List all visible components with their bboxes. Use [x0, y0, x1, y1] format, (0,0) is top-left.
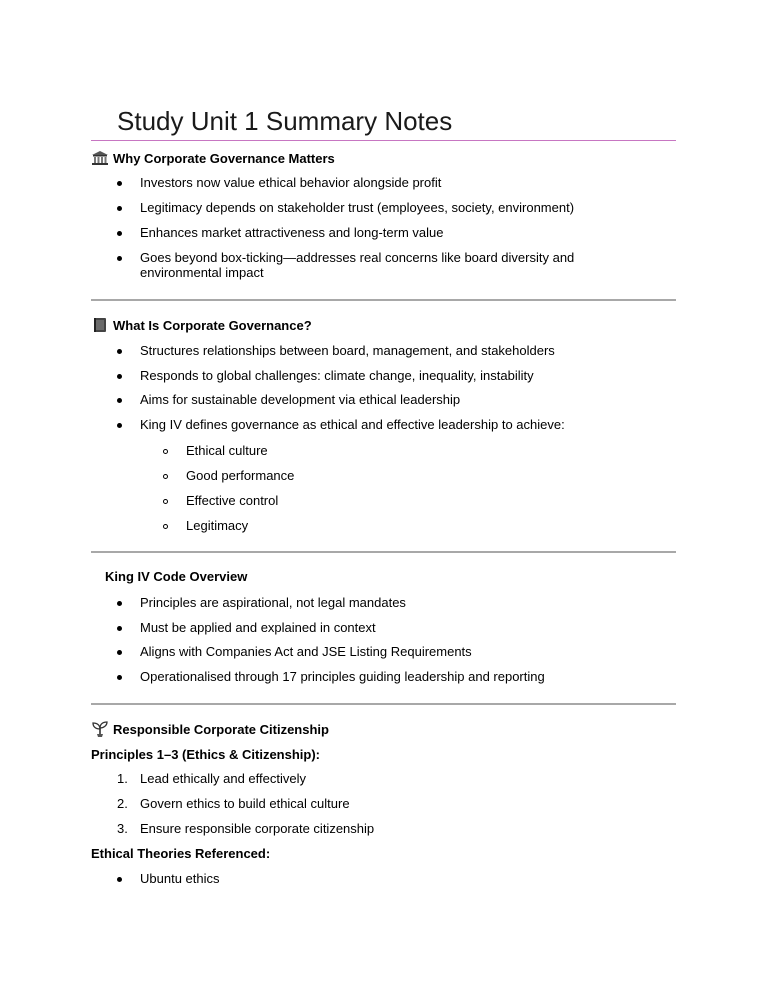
- list-item: Goes beyond box-ticking—addresses real concerns like board diversity and: [140, 250, 575, 265]
- list-item: Must be applied and explained in context: [140, 620, 376, 635]
- sub-list-item: Good performance: [186, 468, 295, 483]
- list-item: Operationalised through 17 principles guiding leadership and reporting: [140, 669, 545, 684]
- list-number: 3.: [117, 821, 128, 836]
- bullet-dot: [117, 601, 122, 606]
- list-item: Ubuntu ethics: [140, 871, 220, 886]
- section-heading-why-label: Why Corporate Governance Matters: [113, 150, 335, 166]
- list-item: Structures relationships between board, management, and stakeholders: [140, 343, 555, 358]
- bullet-dot: [117, 398, 122, 403]
- section-heading-why: [91, 150, 335, 166]
- principles-label-text: Principles 1–3 (Ethics & Citizenship):: [91, 747, 320, 762]
- theories-label-text: Ethical Theories Referenced:: [91, 846, 271, 861]
- numbered-item: Ensure responsible corporate citizenship: [140, 821, 375, 836]
- page-title: Study Unit 1 Summary Notes: [117, 106, 453, 136]
- bullet-dot: [117, 626, 122, 631]
- section-heading-citizenship: [91, 721, 329, 737]
- bullet-dot: [117, 374, 122, 379]
- numbered-item: Lead ethically and effectively: [140, 771, 306, 786]
- numbered-item: Govern ethics to build ethical culture: [140, 796, 350, 811]
- sub-list-item: Ethical culture: [186, 443, 268, 458]
- bullet-dot: [117, 675, 122, 680]
- section-heading-king: [105, 569, 247, 584]
- title-underline: [91, 140, 676, 141]
- section-heading-what-label: What Is Corporate Governance?: [113, 317, 312, 333]
- seedling-icon: [91, 721, 109, 737]
- list-item: Enhances market attractiveness and long-term value: [140, 225, 444, 240]
- sub-bullet-circle: [163, 449, 168, 454]
- sub-list-item: Legitimacy: [186, 518, 249, 533]
- principles-label: [91, 747, 320, 762]
- bank-icon: [91, 150, 109, 166]
- bullet-dot: [117, 650, 122, 655]
- list-number: 2.: [117, 796, 128, 811]
- bullet-dot: [117, 877, 122, 882]
- theories-label: [91, 846, 270, 861]
- bullet-dot: [117, 256, 122, 261]
- list-item: Principles are aspirational, not legal mandates: [140, 595, 406, 610]
- bullet-dot: [117, 206, 122, 211]
- section-heading-king-label: King IV Code Overview: [105, 569, 248, 584]
- list-item: Legitimacy depends on stakeholder trust (employees, society, environment): [140, 200, 575, 215]
- bullet-dot: [117, 181, 122, 186]
- list-item: Aims for sustainable development via ethical leadership: [140, 392, 461, 407]
- sub-bullet-circle: [163, 524, 168, 529]
- bullet-dot: [117, 423, 122, 428]
- section-divider: [91, 551, 676, 553]
- sub-list-item: Effective control: [186, 493, 279, 508]
- sub-bullet-circle: [163, 499, 168, 504]
- section-divider: [91, 703, 676, 705]
- book-icon: [91, 317, 109, 333]
- list-number: 1.: [117, 771, 128, 786]
- list-item: Aligns with Companies Act and JSE Listing Requirements: [140, 644, 472, 659]
- sub-bullet-circle: [163, 474, 168, 479]
- list-item: Investors now value ethical behavior alongside profit: [140, 175, 442, 190]
- section-divider: [91, 299, 676, 301]
- section-heading-what: [91, 317, 312, 333]
- list-item: Responds to global challenges: climate change, inequality, instability: [140, 368, 534, 383]
- bullet-dot: [117, 231, 122, 236]
- bullet-dot: [117, 349, 122, 354]
- section-heading-citizenship-label: Responsible Corporate Citizenship: [113, 721, 329, 737]
- list-item: King IV defines governance as ethical and effective leadership to achieve:: [140, 417, 565, 432]
- list-item-continuation: environmental impact: [140, 265, 264, 280]
